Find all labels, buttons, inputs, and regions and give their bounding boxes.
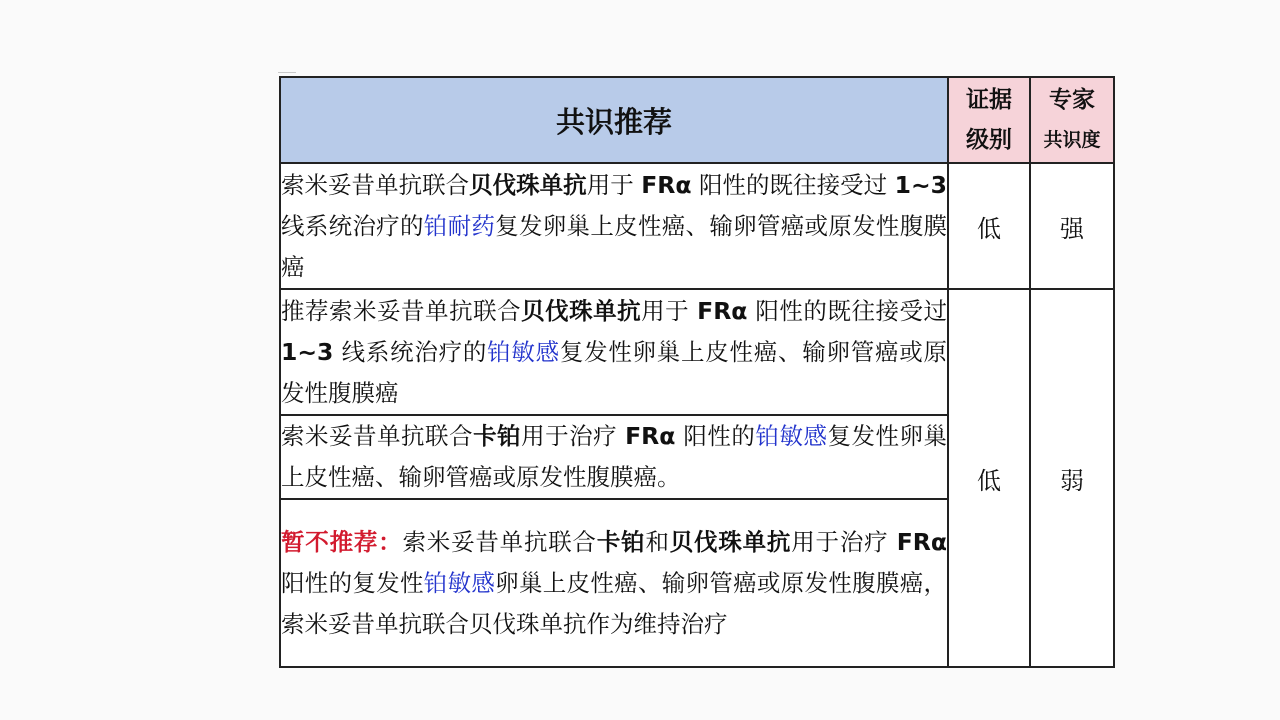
header-evidence-level bbox=[948, 77, 1030, 163]
expert-consensus-1: 强 bbox=[1030, 163, 1114, 289]
rec2-text-b: 用于 bbox=[641, 296, 698, 325]
rec2-platinum-sensitive: 铂敏感 bbox=[487, 337, 560, 366]
rec1-text-e: 复发卵巢上皮性癌、输卵管癌或原发性腹膜癌 bbox=[281, 211, 948, 281]
rec3-text-c: 阳性的 bbox=[675, 422, 756, 450]
rec1-fra: FRα bbox=[641, 170, 692, 199]
rec4-text-a: 索米妥昔单抗联合 bbox=[402, 527, 597, 556]
header-evidence-line1: 证据 bbox=[966, 87, 1012, 113]
evidence-level-2: 低 bbox=[948, 289, 1030, 667]
rec3-fra: FRα bbox=[625, 422, 676, 450]
header-recommendation: 共识推荐 bbox=[280, 77, 948, 163]
rec3-text-b: 用于治疗 bbox=[521, 422, 626, 450]
corner-mark bbox=[278, 72, 296, 73]
rec1-text-a: 索米妥昔单抗联合 bbox=[281, 170, 470, 199]
recommendation-4 bbox=[280, 499, 948, 667]
recommendation-1 bbox=[280, 163, 948, 289]
evidence-level-1: 低 bbox=[948, 163, 1030, 289]
rec4-platinum-sensitive: 铂敏感 bbox=[423, 568, 496, 597]
rec3-platinum-sensitive: 铂敏感 bbox=[755, 422, 828, 450]
rec3-text-a: 索米妥昔单抗联合 bbox=[281, 422, 474, 450]
rec1-drug-bevacizumab: 贝伐珠单抗 bbox=[469, 170, 587, 199]
rec4-not-recommended-label: 暂不推荐： bbox=[281, 527, 403, 556]
rec1-lines: 1~3 bbox=[894, 170, 947, 199]
rec1-text-c: 阳性的既往接受过 bbox=[691, 170, 895, 199]
header-expert-consensus bbox=[1030, 77, 1114, 163]
rec4-drug-bevacizumab: 贝伐珠单抗 bbox=[669, 527, 792, 556]
rec1-text-d: 线系统治疗的 bbox=[281, 211, 424, 240]
rec4-drug-carboplatin: 卡铂 bbox=[596, 527, 646, 556]
rec4-text-d: 阳性的复发性 bbox=[281, 568, 424, 597]
header-evidence-line2: 级别 bbox=[966, 127, 1012, 153]
rec2-drug-bevacizumab: 贝伐珠单抗 bbox=[521, 296, 642, 325]
rec4-text-c: 用于治疗 bbox=[791, 527, 897, 556]
table-row bbox=[280, 289, 1114, 415]
rec2-lines: 1~3 bbox=[281, 337, 334, 366]
rec3-drug-carboplatin: 卡铂 bbox=[473, 422, 522, 450]
rec2-text-a: 推荐索米妥昔单抗联合 bbox=[281, 296, 522, 325]
recommendation-2 bbox=[280, 289, 948, 415]
rec1-text-b: 用于 bbox=[586, 170, 642, 199]
rec3-text-d: 复发性卵巢上皮性癌、输卵管癌或原发性腹膜癌。 bbox=[281, 422, 948, 491]
rec4-text-e: 卵巢上皮性癌、输卵管癌或原发性腹膜癌，索米妥昔单抗联合贝伐珠单抗作为维持治疗 bbox=[281, 568, 948, 638]
table-row bbox=[280, 163, 1114, 289]
consensus-table bbox=[279, 76, 1115, 668]
expert-consensus-2: 弱 bbox=[1030, 289, 1114, 667]
header-expert-line1: 专家 bbox=[1049, 87, 1095, 113]
rec4-text-b: 和 bbox=[645, 527, 670, 556]
rec4-fra: FRα bbox=[896, 527, 947, 556]
rec2-text-d: 线系统治疗的 bbox=[333, 337, 488, 366]
header-row bbox=[280, 77, 1114, 163]
rec2-text-c: 阳性的既往接受过 bbox=[747, 296, 947, 325]
rec2-fra: FRα bbox=[697, 296, 748, 325]
recommendation-3 bbox=[280, 415, 948, 499]
rec2-text-e: 复发性卵巢上皮性癌、输卵管癌或原发性腹膜癌 bbox=[281, 337, 947, 407]
rec1-platinum-resistant: 铂耐药 bbox=[423, 211, 496, 240]
header-expert-line2: 共识度 bbox=[1043, 129, 1101, 151]
